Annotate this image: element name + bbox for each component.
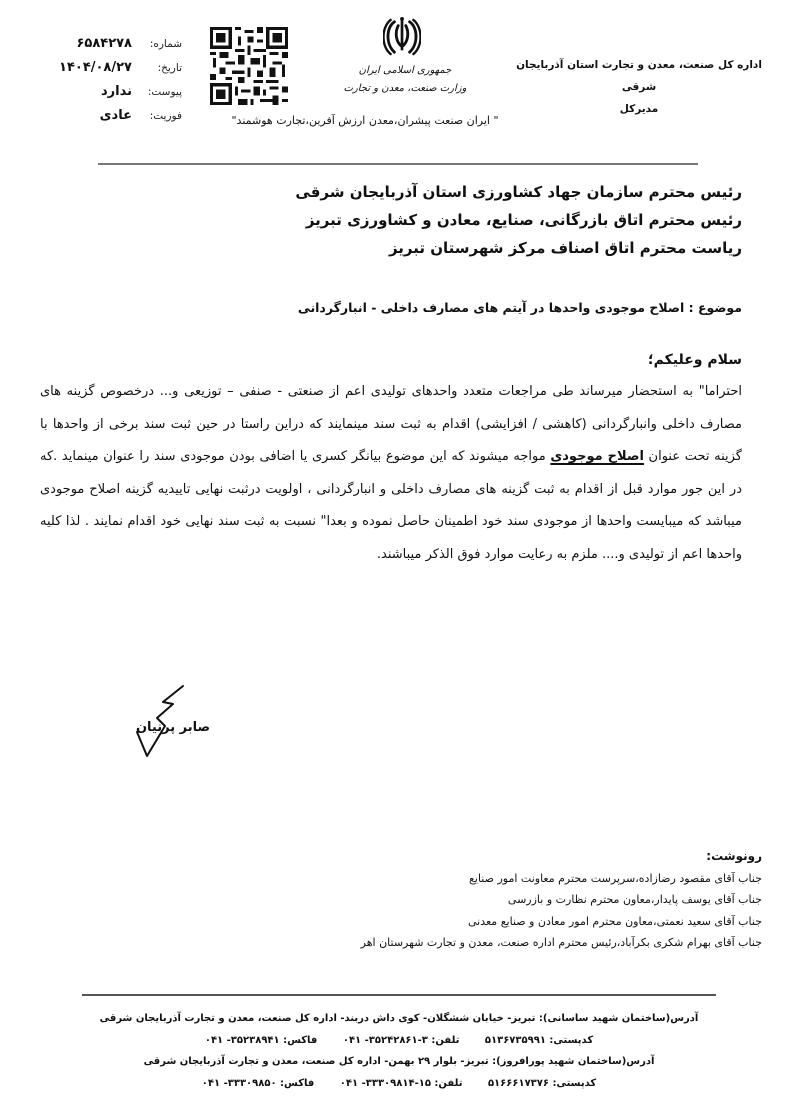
header-divider — [98, 163, 698, 165]
footer-address: آدرس(ساختمان شهید ساسانی): تبریز- خیابان ششگلان- کوی داش دربند- اداره کل صنعت، معدن و تجارت آذربایجان شرقی — [99, 1013, 699, 1024]
cc-item: جناب آقای یوسف پایدار،معاون محترم نظارت و بازرسی — [507, 893, 762, 906]
ministry-republic-line: جمهوری اسلامی ایران — [358, 65, 452, 76]
ministry-slogan: " ایران صنعت پیشران،معدن ارزش آفرین،تجارت هوشمند" — [231, 114, 499, 127]
letter-number-label: شماره: — [149, 38, 182, 50]
footer-divider — [82, 994, 716, 996]
footer-fax: فاکس: ۳۵۲۳۸۹۴۱- ۰۴۱ — [204, 1034, 318, 1046]
letter-date-label: تاریخ: — [157, 62, 182, 74]
recipient-line: رئیس محترم سازمان جهاد کشاورزی استان آذربایجان شرقی — [295, 183, 742, 201]
body-emphasis: اصلاح موجودی — [550, 449, 644, 465]
footer-contact — [82, 1073, 716, 1095]
cc-list — [262, 846, 762, 954]
recipient-line: رئیس محترم اتاق بازرگانی، صنایع، معادن و کشاورزی تبریز — [305, 211, 742, 229]
footer-contact — [82, 1030, 716, 1052]
footer-address: آدرس(ساختمان شهید پورافروز): تبریز- بلوار ۲۹ بهمن- اداره کل صنعت، معدن و تجارت آذربایجان شرقی — [143, 1056, 655, 1067]
letter-greeting: سلام وعلیکم؛ — [648, 352, 742, 368]
letter-meta — [52, 36, 182, 132]
qr-code-icon — [208, 27, 290, 105]
letter-number-row — [52, 36, 182, 60]
body-text-part1: احتراما" به استحضار میرساند طی مراجعات متعدد واحدهای تولیدی اعم از صنعتی - صنفی – توزیعی و... درخصوص گزینه های مصارف داخلی وانبارگردانی (کاهشی / افزایشی) اقدام به ثبت سند مینمایند که دراین راستا در حین ثبت سند برخی از واحدها با گزینه تحت عنوان — [40, 384, 742, 465]
urgency-row — [52, 108, 182, 132]
organization-role: مدیرکل — [619, 103, 659, 115]
letter-number-value: ۶۵۸۴۲۷۸ — [76, 36, 132, 51]
cc-item: جناب آقای بهرام شکری بکرآباد،رئیس محترم اداره صنعت، معدن و تجارت شهرستان اهر — [360, 936, 762, 949]
cc-title: رونوشت: — [706, 849, 762, 863]
ministry-logo-text — [340, 62, 470, 98]
footer-phone: تلفن: ۱۵-۳۳۳۰۹۸۱۴- ۰۴۱ — [339, 1077, 463, 1089]
ministry-name-line: وزارت صنعت، معدن و تجارت — [343, 83, 467, 94]
footer-fax: فاکس: ۳۳۳۰۹۸۵۰- ۰۴۱ — [201, 1077, 315, 1089]
recipients — [142, 178, 742, 262]
urgency-label: فوریت: — [149, 110, 182, 122]
letter-date-row — [52, 60, 182, 84]
footer-addresses — [82, 1008, 716, 1094]
body-text-part2: مواجه میشوند که این موضوع بیانگر کسری یا اضافی بودن موجودی سند را عنوان مینماید .که در این جور موارد قبل از اقدام به ثبت گزینه های مصارف داخلی و انبارگردانی ، اولویت درثبت نهایی تاییدیه گزینه اصلاح موجودی میباشد که میبایست واحدها از موجودی سند خود اطمینان حاصل نموده و بعدا" نسبت به ثبت سند نهایی خود اقدام نمایند . لذا کلیه واحدها اعم از تولیدی و.... ملزم به رعایت موارد فوق الذکر میباشند. — [40, 449, 742, 562]
cc-item: جناب آقای سعید نعمتی،معاون محترم امور معادن و صنایع معدنی — [468, 914, 762, 928]
organization-header — [500, 54, 778, 120]
footer-postal-code: کدپستی: ۵۱۶۶۶۱۷۳۷۶ — [487, 1077, 597, 1089]
organization-name: اداره کل صنعت، معدن و تجارت استان آذربایجان شرقی — [516, 59, 762, 93]
signer-name: صابر پرنیان — [135, 720, 211, 735]
urgency-value: عادی — [99, 108, 132, 123]
footer-phone: تلفن: ۳-۳۵۲۴۲۸۶۱- ۰۴۱ — [342, 1034, 460, 1046]
attachment-row — [52, 84, 182, 108]
attachment-label: پیوست: — [147, 86, 182, 98]
letter-date-value: ۱۴۰۴/۰۸/۲۷ — [59, 60, 132, 75]
recipient-line: ریاست محترم اتاق اصناف مرکز شهرستان تبریز — [388, 239, 742, 257]
iran-emblem-icon — [383, 16, 421, 58]
footer-postal-code: کدپستی: ۵۱۳۶۷۳۵۹۹۱ — [484, 1034, 594, 1046]
attachment-value: ندارد — [100, 84, 132, 99]
cc-item: جناب آقای مقصود رضازاده،سرپرست محترم معاونت امور صنایع — [469, 871, 762, 885]
letter-subject: موضوع : اصلاح موجودی واحدها در آیتم های مصارف داخلی - انبارگردانی — [297, 300, 742, 315]
letter-body — [40, 376, 742, 572]
